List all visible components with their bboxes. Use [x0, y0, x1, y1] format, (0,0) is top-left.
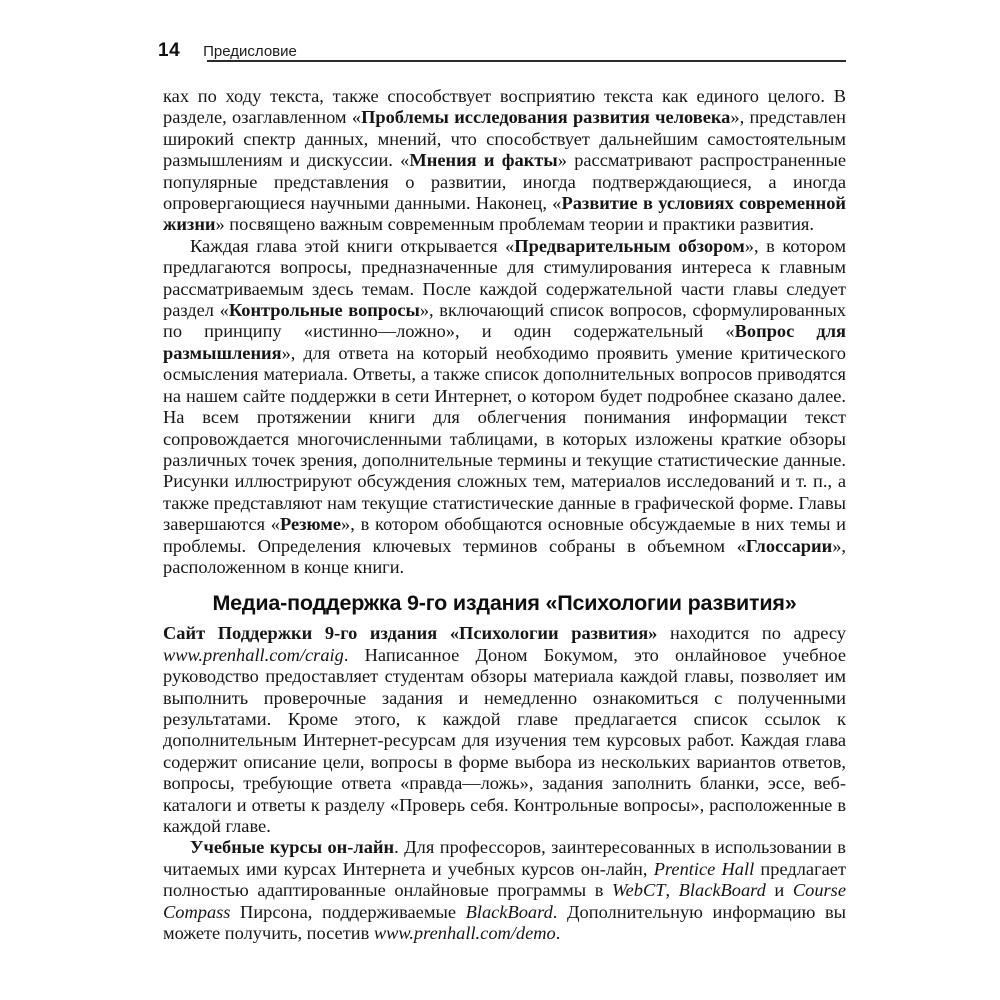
text-run: . Для профессоров, заинтересованных в использовании в читаемых ими курсах Интернета и учебных курсов он-лайн,	[163, 837, 846, 879]
text-run: предлагает полностью адаптированные онлайновые программы в	[163, 858, 846, 901]
text-run: Пирсона, поддерживаемые	[230, 901, 466, 922]
running-header	[158, 40, 846, 62]
text-run: . Написанное Доном Бокумом, это онлайновое учебное руководство предоставляет студентам обзоры материала каждой главы, позволяет им выполнить проверочные задания и немедленно ознакомиться с полученными результатами. Кроме этого, к каждой главе предлагается список ссылок к дополнительным Интернет-ресурсам для изучения тем курсовых работ. Каждая глава содержит описание цели, вопросы в форме выбора из нескольких вариантов ответов, вопросы, требующие ответа «правда—ложь», задания заполнить бланки, эссе, веб-каталоги и ответы к разделу «Проверь себя. Контрольные вопросы», расположенные в каждой главе.	[163, 644, 846, 836]
text-run: » посвящено важным современным проблемам теории и практики развития.	[215, 214, 814, 235]
text-run: », представлен широкий спектр данных, мнений, что способствует дальнейшим самостоятельным размышлениям и дискуссии. «	[163, 107, 846, 171]
paragraph	[163, 86, 846, 236]
body-text	[163, 86, 846, 944]
text-run: ,	[665, 880, 679, 901]
bold-text-run: Предварительным обзором	[514, 235, 745, 256]
running-title: Предисловие	[203, 43, 297, 60]
text-run: » рассматривают распространенные популярные представления о развитии, иногда подтверждающиеся, а иногда опровергающиеся научными данными. Наконец, «	[163, 150, 846, 214]
bold-text-run: Вопрос для размышления	[163, 321, 846, 363]
italic-text-run: Prentice Hall	[653, 858, 755, 879]
bold-text-run: Проблемы исследования развития человека	[361, 107, 731, 128]
text-run: », в котором обобщаются основные обсуждаемые в них темы и проблемы. Определения ключевых терминов собраны в объемном «	[163, 514, 846, 556]
bold-text-run: Глоссарии	[745, 535, 833, 556]
text-run: », в котором предлагаются вопросы, предназначенные для стимулирования интереса к главным рассматриваемым здесь темам. После каждой содержательной части главы следует раздел «	[163, 235, 846, 321]
paragraph	[163, 837, 846, 944]
bold-text-run: Развитие в условиях современной жизни	[163, 193, 846, 235]
italic-text-run: Course Compass	[163, 880, 846, 922]
paragraph	[163, 236, 846, 579]
text-run: .	[555, 923, 561, 944]
text-run: находится по адресу	[657, 623, 846, 644]
italic-text-run: BlackBoard	[465, 901, 553, 922]
text-run: и	[765, 880, 793, 901]
text-run: . Дополнительную информацию вы можете получить, посетив	[163, 901, 846, 944]
bold-text-run: Учебные курсы он-лайн	[190, 837, 395, 858]
text-run: », для ответа на который необходимо проявить умение критического осмысления материала. Ответы, а также список дополнительных вопросов приводятся на нашем сайте поддержки в сети Интернет, о котором будет подробнее сказано далее. На всем протяжении книги для облегчения понимания информации текст сопровождается многочисленными таблицами, в которых изложены краткие обзоры различных точек зрения, дополнительные термины и текущие статистические данные. Рисунки иллюстрируют обсуждения сложных тем, материалов исследований и т. п., а также представляют нам текущие статистические данные в графической форме. Главы завершаются «	[163, 342, 846, 535]
header-rule	[207, 60, 846, 62]
italic-text-run: BlackBoard	[678, 880, 766, 901]
italic-text-run: www.prenhall.com/demo	[373, 923, 556, 944]
paragraph	[163, 623, 846, 837]
section-heading: Медиа-поддержка 9-го издания «Психологии развития»	[212, 591, 797, 616]
italic-text-run: WebCT	[612, 880, 666, 901]
text-run: Каждая глава этой книги открывается «	[190, 235, 515, 256]
text-run: ках по ходу текста, также способствует восприятию текста как единого целого. В разделе, озаглавленном «	[163, 86, 846, 128]
page-number: 14	[158, 40, 181, 61]
bold-text-run: Контрольные вопросы	[228, 300, 420, 321]
bold-text-run: Сайт Поддержки 9-го издания «Психологии развития»	[163, 623, 658, 644]
bold-text-run: Мнения и факты	[409, 150, 558, 171]
italic-text-run: www.prenhall.com/craig	[163, 644, 344, 665]
text-run: », расположенном в конце книги.	[163, 535, 846, 577]
bold-text-run: Резюме	[280, 514, 342, 535]
text-run: », включающий список вопросов, сформулированных по принципу «истинно—ложно», и один содержательный «	[163, 300, 847, 342]
